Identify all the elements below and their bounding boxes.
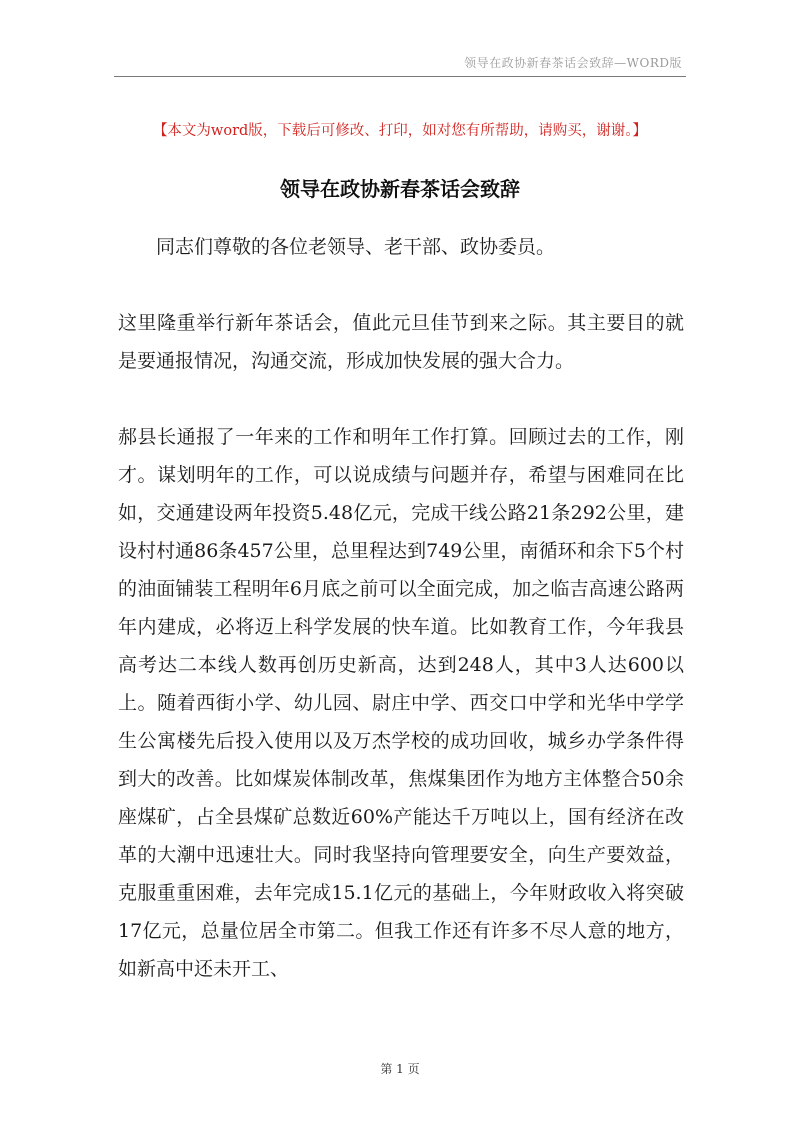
running-header: 领导在政协新春茶话会致辞—WORD版 bbox=[464, 56, 682, 70]
body-paragraph-2: 郝县长通报了一年来的工作和明年工作打算。回顾过去的工作，刚才。谋划明年的工作，可以说成绩与问题并存，希望与困难同在比如，交通建设两年投资5.48亿元，完成干线公路21条292公里，建设村村通86条457公里，总里程达到749公里，南循环和余下5个村的油面铺装工程明年6月底之前可以全面完成，加之临吉高速公路两年内建成，必将迈上科学发展的快车道。比如教育工作，今年我县高考达二本线人数再创历史新高，达到248人，其中3人达600以上。随着西街小学、幼儿园、尉庄中学、西交口中学和光华中学学生公寓楼先后投入使用以及万杰学校的成功回收，城乡办学条件得到大的改善。比如煤炭体制改革，焦煤集团作为地方主体整合50余座煤矿，占全县煤矿总数近60%产能达千万吨以上，国有经济在改革的大潮中迅速壮大。同时我坚持向管理要安全，向生产要效益，克服重重困难，去年完成15.1亿元的基础上，今年财政收入将突破17亿元，总量位居全市第二。但我工作还有许多不尽人意的地方，如新高中还未开工、 bbox=[118, 426, 684, 980]
page-number: 第 1 页 bbox=[380, 1062, 420, 1076]
body-paragraph-1: 这里隆重举行新年茶话会，值此元旦佳节到来之际。其主要目的就是要通报情况，沟通交流，形成加快发展的强大合力。 bbox=[118, 312, 684, 372]
document-title: 领导在政协新春茶话会致辞 bbox=[280, 177, 520, 201]
document-body bbox=[118, 228, 684, 988]
download-notice: 【本文为word版，下载后可修改、打印，如对您有所帮助，请购买，谢谢。】 bbox=[152, 123, 648, 139]
salutation-paragraph: 同志们尊敬的各位老领导、老干部、政协委员。 bbox=[156, 236, 556, 258]
header-divider bbox=[114, 76, 686, 77]
